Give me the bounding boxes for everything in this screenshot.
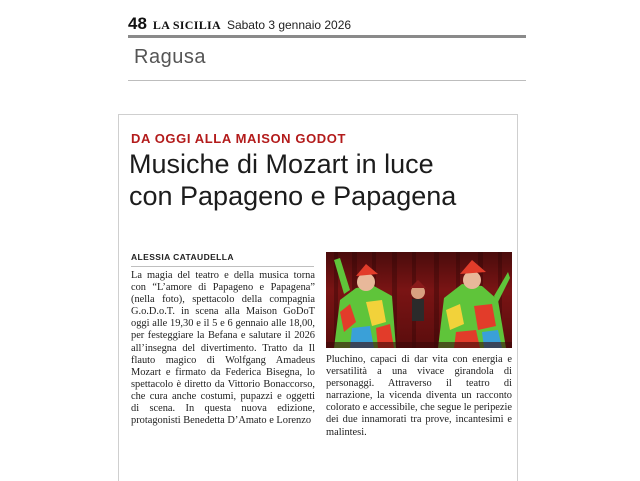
section-title: Ragusa — [134, 46, 206, 68]
article-headline — [129, 148, 509, 212]
puppet-center — [410, 280, 426, 321]
article-photo — [326, 252, 512, 348]
headline-line-2: con Papageno e Papagena — [129, 181, 457, 211]
section-rule — [128, 80, 526, 81]
masthead-rule — [128, 35, 526, 38]
article-body-left-column: La magia del teatro e della musica torna con “L’amore di Papageno e Papagena” (nella foto), spettacolo della compagnia G.o.D.o.T. in scena alla Maison GoDoT oggi alle 19,30 e il 5 e 6 gennaio alle 18,00, per festeggiare la Befana e salutare il 2026 all’insegna del divertimento. Tratto da Il flauto magico di Wolfgang Amadeus Mozart e firmato da Federica Bisegna, lo spettacolo è diretto da Vittorio Bonaccorso, che cura anche costumi, pupazzi e oggetti di scena. In questa nuova edizione, protagonisti Benedetta D’Amato e Lorenzo — [131, 270, 315, 427]
newspaper-name: LA SICILIA — [152, 18, 221, 32]
masthead — [128, 14, 528, 34]
performers-illustration — [326, 252, 512, 348]
article-body-right-column: Pluchino, capaci di dar vita con energia e versatilità a una vivace girandola di personaggi. Attraverso il teatro di narrazione, la vicenda diventa un racconto colorato e accessibile, che segue le peripezie dei due innamorati tra prove, incantesimi e malintesi. — [326, 354, 512, 438]
page-number: 48 — [128, 14, 147, 33]
performer-left — [334, 258, 396, 348]
article-byline: ALESSIA CATAUDELLA — [131, 252, 314, 267]
headline-line-1: Musiche di Mozart in luce — [129, 149, 434, 179]
article-kicker: DA OGGI ALLA MAISON GODOT — [131, 131, 347, 146]
issue-date: Sabato 3 gennaio 2026 — [226, 18, 352, 32]
